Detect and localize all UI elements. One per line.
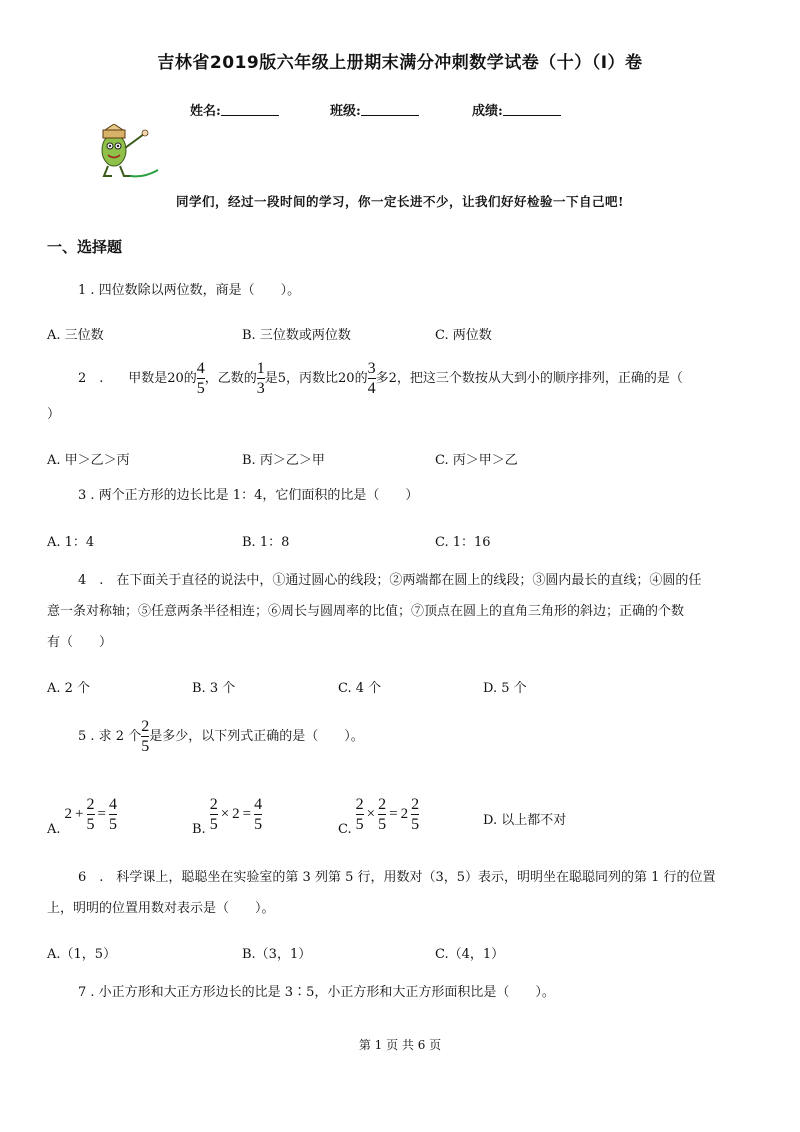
score-field[interactable] [472, 100, 561, 119]
score-blank[interactable] [503, 103, 561, 116]
page-footer: 第 1 页 共 6 页 [358, 1038, 442, 1052]
question-4-line-2: 意一条对称轴；⑤任意两条半径相连；⑥周长与圆周率的比值；⑦顶点在圆上的直角三角形的斜边；正确的个数 [47, 604, 685, 619]
q2-fraction-2: $\frac{1}{3}$ [256, 360, 265, 397]
q5-option-a-label: A. [47, 822, 61, 837]
q2-option-a[interactable]: A. 甲＞乙＞丙 [47, 453, 130, 468]
q1-option-b[interactable]: B. 三位数或两位数 [242, 328, 351, 343]
q2-text-3: 是5，丙数比20的 [264, 371, 368, 386]
q5-option-b-label: B. [192, 822, 206, 837]
q4-option-c[interactable]: C. 4 个 [338, 681, 382, 696]
q4-option-b[interactable]: B. 3 个 [192, 681, 236, 696]
q5-option-d[interactable]: D. 以上都不对 [483, 813, 567, 828]
pencil-mascot-icon [94, 124, 160, 180]
q5-option-a[interactable] [47, 796, 117, 837]
q2-number: 2 . [78, 371, 104, 386]
class-blank[interactable] [361, 103, 419, 116]
q2-text-2: ，乙数的 [204, 371, 257, 386]
q6-option-a[interactable]: A.（1，5） [47, 947, 117, 962]
q2-text-close: ） [47, 407, 61, 422]
question-2 [78, 360, 758, 397]
name-label: 姓名: [190, 104, 221, 119]
question-6-line-1: 6 . 科学课上，聪聪坐在实验室的第 3 列第 5 行，用数对（3，5）表示，明明坐在聪聪同列的第 1 行的位置 [78, 870, 716, 885]
q5-option-c-label: C. [338, 822, 352, 837]
q2-text-1: 甲数是20的 [128, 371, 197, 386]
question-5 [78, 718, 364, 755]
q4-option-a[interactable]: A. 2 个 [47, 681, 91, 696]
encouragement-text: 同学们，经过一段时间的学习，你一定长进不少，让我们好好检验一下自己吧! [176, 194, 624, 209]
class-label: 班级: [330, 104, 361, 119]
q3-option-c[interactable]: C. 1：16 [435, 535, 491, 550]
section-choice-title: 一、选择题 [47, 238, 123, 256]
q1-option-a[interactable]: A. 三位数 [47, 328, 104, 343]
q5-text-1: 5 . 求 2 个 [78, 729, 142, 744]
question-1: 1 . 四位数除以两位数，商是（ ）。 [78, 283, 301, 298]
question-4-line-1: 4 . 在下面关于直径的说法中，①通过圆心的线段；②两端都在圆上的线段；③圆内最长的直线；④圆的任 [78, 573, 702, 588]
q5-option-b[interactable] [192, 796, 262, 837]
q1-option-c[interactable]: C. 两位数 [435, 328, 492, 343]
question-3: 3 . 两个正方形的边长比是 1：4，它们面积的比是（ ） [78, 488, 419, 503]
q5-option-c-formula: $\frac{2}{5}$ × $\frac{2}{5}$ = 2 $\frac{2}{5}$ [355, 796, 420, 833]
name-blank[interactable] [221, 103, 279, 116]
q2-option-c[interactable]: C. 丙＞甲＞乙 [435, 453, 518, 468]
q5-option-c[interactable] [338, 796, 419, 837]
q3-option-a[interactable]: A. 1：4 [47, 535, 95, 550]
q2-fraction-1: $\frac{4}{5}$ [196, 360, 205, 397]
q4-option-d[interactable]: D. 5 个 [483, 681, 527, 696]
q2-option-b[interactable]: B. 丙＞乙＞甲 [242, 453, 325, 468]
q6-option-c[interactable]: C.（4，1） [435, 947, 505, 962]
q2-text-4: 多2，把这三个数按从大到小的顺序排列，正确的是（ [375, 371, 683, 386]
q5-option-b-formula: $\frac{2}{5}$ × 2 = $\frac{4}{5}$ [209, 796, 263, 833]
q6-option-b[interactable]: B.（3，1） [242, 947, 312, 962]
q2-fraction-3: $\frac{3}{4}$ [367, 360, 376, 397]
question-6-line-2: 上，明明的位置用数对表示是（ ）。 [47, 901, 275, 916]
q5-option-a-formula: 2 + $\frac{2}{5}$ = $\frac{4}{5}$ [64, 796, 117, 833]
exam-title: 吉林省2019版六年级上册期末满分冲刺数学试卷（十）（I）卷 [157, 53, 643, 73]
question-7: 7 . 小正方形和大正方形边长的比是 3∶5，小正方形和大正方形面积比是（ ）。 [78, 985, 555, 1000]
q3-option-b[interactable]: B. 1：8 [242, 535, 290, 550]
class-field[interactable] [330, 100, 419, 119]
question-4-line-3: 有（ ） [47, 635, 113, 650]
q5-text-2: 是多少，以下列式正确的是（ ）。 [149, 729, 364, 744]
score-label: 成绩: [472, 104, 503, 119]
q5-fraction: $\frac{2}{5}$ [141, 718, 150, 755]
name-field[interactable] [190, 100, 279, 119]
